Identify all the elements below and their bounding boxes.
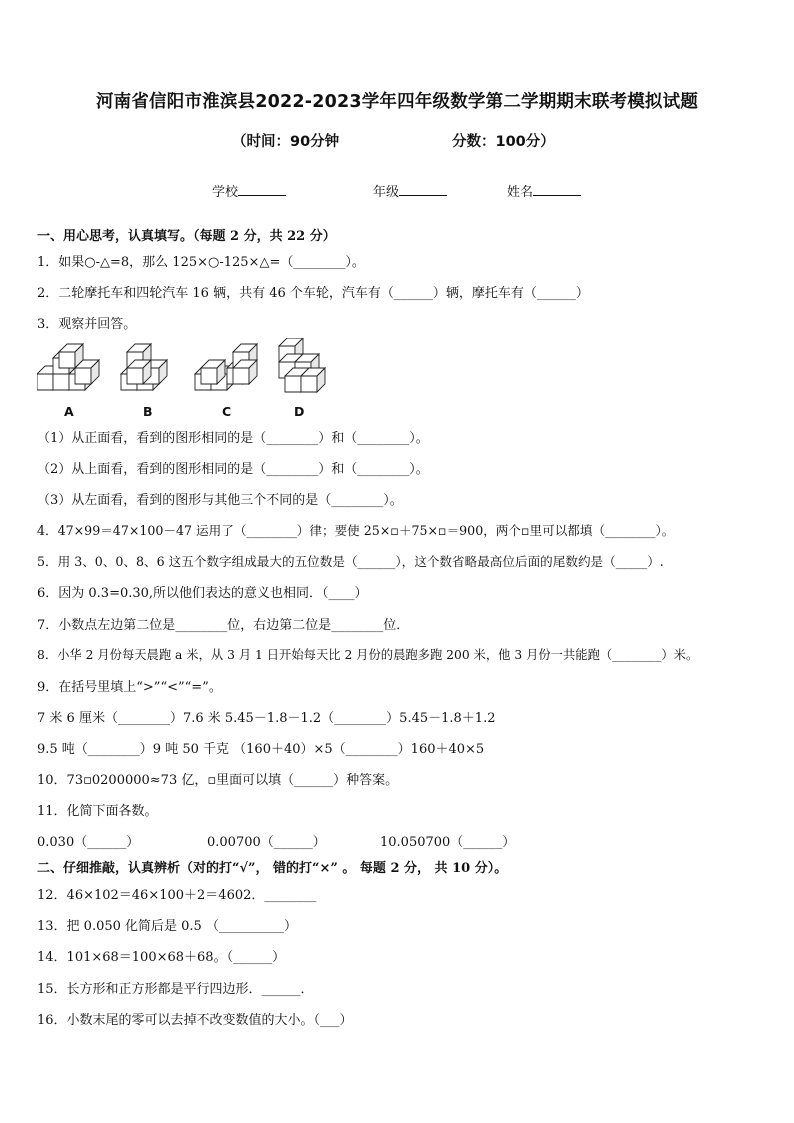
question-15: 15．长方形和正方形都是平行四边形．______． <box>37 982 314 997</box>
question-3: 3．观察并回答。 <box>37 317 137 332</box>
question-9: 9．在括号里填上“>”“<”“=”。 <box>37 680 222 695</box>
figure-b <box>121 344 167 390</box>
question-12: 12．46×102＝46×100＋2＝4602．________ <box>37 888 317 903</box>
total-score: 分数：100分） <box>452 134 555 150</box>
question-9-row-1: 7 米 6 厘米（________）7.6 米 5.45－1.8－1.2（________）5.45－1.8＋1.2 <box>37 711 496 726</box>
question-5: 5．用 3、0、0、8、6 这五个数字组成最大的五位数是（______），这个数省略最高位后面的尾数约是（_____）. <box>37 554 664 569</box>
question-11-b: 0.00700（______） <box>207 835 326 850</box>
section1-heading: 一、用心思考，认真填写。（每题 2 分，共 22 分） <box>37 229 336 244</box>
question-2: 2．二轮摩托车和四轮汽车 16 辆，共有 46 个车轮，汽车有（______）辆，摩托车有（______） <box>37 286 589 301</box>
school-blank[interactable] <box>238 183 286 196</box>
grade-field[interactable] <box>373 181 447 200</box>
question-16: 16．小数末尾的零可以去掉不改变数值的大小。（___） <box>37 1013 353 1028</box>
name-field[interactable] <box>507 181 581 200</box>
question-11-c: 10.050700（______） <box>380 835 516 850</box>
exam-title: 河南省信阳市淮滨县2022-2023学年四年级数学第二学期期末联考模拟试题 <box>95 92 699 112</box>
question-4: 4．47×99＝47×100－47 运用了（________）律；要使 25×▫＋75×▫＝900，两个▫里可以都填（________）。 <box>37 523 675 538</box>
question-10: 10．73▫0200000≈73 亿，▫里面可以填（______）种答案。 <box>37 773 399 788</box>
grade-blank[interactable] <box>399 183 447 196</box>
question-11: 11．化简下面各数。 <box>37 804 158 819</box>
figure-label-b: B <box>143 404 153 419</box>
figure-label-c: C <box>222 404 232 419</box>
school-field[interactable] <box>212 181 286 200</box>
question-1: 1．如果○-△=8，那么 125×○-125×△=（________）。 <box>37 255 365 270</box>
question-6: 6．因为 0.3=0.30,所以他们表达的意义也相同．（____） <box>37 586 368 601</box>
question-14: 14．101×68＝100×68＋68。（______） <box>37 950 286 965</box>
figure-label-a: A <box>64 404 74 419</box>
figure-a <box>37 344 99 390</box>
grade-label: 年级 <box>373 185 400 200</box>
question-7: 7．小数点左边第二位是________位，右边第二位是________位． <box>37 618 410 633</box>
figure-label-d: D <box>294 404 305 419</box>
question-3-3: （3）从左面看，看到的图形与其他三个不同的是（________）。 <box>37 493 403 508</box>
name-blank[interactable] <box>533 183 581 196</box>
figure-d <box>279 338 325 392</box>
name-label: 姓名 <box>507 185 534 200</box>
cube-figures <box>37 338 337 418</box>
time-limit: （时间：90分钟 <box>232 134 340 150</box>
school-label: 学校 <box>212 185 239 200</box>
question-3-2: （2）从上面看，看到的图形相同的是（________）和（________）。 <box>37 462 429 477</box>
section2-heading: 二、仔细推敲，认真辨析（对的打“√”， 错的打“×” 。 每题 2 分， 共 10 分）。 <box>37 861 508 876</box>
figure-c <box>195 344 257 390</box>
question-3-1: （1）从正面看，看到的图形相同的是（________）和（________）。 <box>37 431 429 446</box>
question-8: 8．小华 2 月份每天晨跑 a 米，从 3 月 1 日开始每天比 2 月份的晨跑多跑 200 米，他 3 月份一共能跑（________）米。 <box>37 648 699 662</box>
question-11-a: 0.030（______） <box>37 835 140 850</box>
question-13: 13．把 0.050 化简后是 0.5 （__________） <box>37 919 297 934</box>
question-9-row-2: 9.5 吨（________）9 吨 50 千克 （160＋40）×5（________）160＋40×5 <box>37 742 485 757</box>
